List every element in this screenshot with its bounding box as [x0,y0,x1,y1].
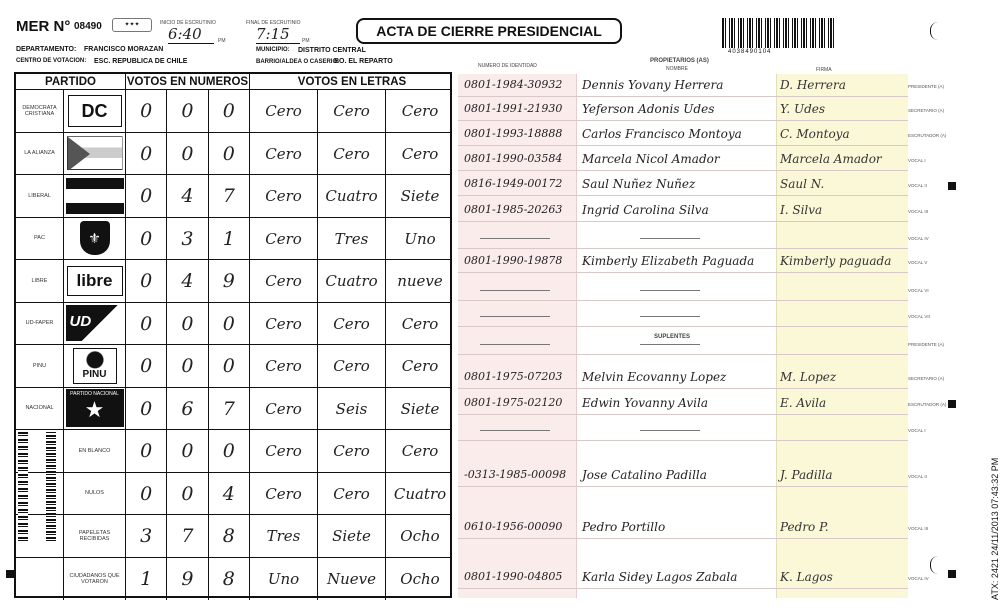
table-row [16,175,450,218]
member-row [458,326,908,327]
member-role: VOCAL II [908,183,927,188]
member-name: Dennis Yovany Herrera [582,78,724,92]
member-name: Melvin Ecovanny Lopez [582,370,727,384]
vote-digit: 4 [167,260,208,302]
member-name: Yeferson Adonis Udes [582,102,715,116]
vote-digit: 0 [126,260,167,302]
member-role: SECRETARIO (A) [908,376,945,381]
party-label: LA ALIANZA [16,133,64,175]
vote-word: Cero [401,442,439,460]
table-row [16,303,450,346]
member-role: ESCRUTADOR (A) [908,133,947,138]
vote-digit: 9 [167,558,208,601]
vote-word: Cero [318,303,386,345]
party-logo [64,303,126,345]
table-row [16,345,450,388]
vote-digit: 0 [126,218,167,260]
registration-mark [6,570,14,578]
vote-digit: 0 [167,473,208,515]
vote-digit: 0 [126,175,167,217]
tse-logo: ✦✦✦ [112,18,152,32]
registration-mark [948,400,956,408]
vote-word: Tres [250,515,318,557]
col-nombre-header: NOMBRE [666,66,688,72]
registration-mark [948,182,956,190]
member-id: 0801-1985-20263 [464,203,563,216]
member-id: -0313-1985-00098 [464,468,567,481]
member-id: 0801-1990-03584 [464,152,563,165]
vote-word: Nueve [318,558,386,601]
member-row [458,538,908,539]
vote-digit: 0 [126,430,167,472]
vote-word: Seis [318,388,386,430]
vote-digit: 0 [126,303,167,345]
vote-digit: 8 [209,515,250,557]
member-id: 0801-1990-04805 [464,570,563,583]
member-name: Carlos Francisco Montoya [582,127,742,141]
vote-word: Cero [318,90,386,132]
table-row [16,133,450,176]
vote-word: Cero [250,473,318,515]
alianza-flag-icon [67,136,123,170]
vote-word: Cero [250,218,318,260]
barrio-label: BARRIO/ALDEA O CASERIO: [256,59,340,65]
final-pm: PM [302,38,310,44]
vote-word: Cero [318,473,386,515]
member-name: Kimberly Elizabeth Paguada [582,254,755,268]
party-logo [64,90,126,132]
table-row [16,473,450,516]
member-role: ESCRUTADOR (A) [908,402,947,407]
municipio-value: DISTRITO CENTRAL [298,47,366,54]
blank-dash [640,238,700,239]
vote-word: Cero [401,357,439,375]
table-header-row [16,74,450,90]
liberal-flag-icon [66,178,124,214]
vote-digit: 8 [209,558,250,601]
vote-word: Cero [318,133,386,175]
dc-logo: DC [68,95,122,127]
party-label: NACIONAL [16,388,64,430]
member-row [458,414,908,415]
ud-logo: UD [66,305,124,341]
member-row [458,440,908,441]
party-label: UD-FAPER [16,303,64,345]
blank-dash [480,316,550,317]
vote-digit: 0 [167,430,208,472]
vote-digit: 0 [126,133,167,175]
vote-digit: 0 [126,90,167,132]
party-label: PINU [16,345,64,387]
member-row [458,272,908,273]
registration-mark [948,570,956,578]
member-role: PRESIDENTE (A) [908,342,945,347]
barcode [722,18,834,48]
corner-bracket [930,556,938,574]
vote-digit: 0 [126,388,167,430]
nacional-logo-text: PARTIDO NACIONAL [70,391,119,398]
centro-value: ESC. REPUBLICA DE CHILE [94,58,188,65]
table-row [16,515,450,558]
vote-digit: 0 [209,133,250,175]
vote-word: Cero [250,260,318,302]
vote-word: Siete [400,399,440,418]
vote-digit: 0 [167,303,208,345]
vote-digit: 0 [126,345,167,387]
vote-word: Cero [318,345,386,387]
vote-digit: 0 [209,303,250,345]
member-role: VOCAL V [908,260,928,265]
member-signature: M. Lopez [780,370,837,384]
vote-digit: 7 [209,175,250,217]
member-role: VOCAL I [908,158,926,163]
header-numeros: VOTOS EN NUMEROS [126,76,249,88]
party-logo [64,260,126,302]
row-label: PAPELETAS RECIBIDAS [64,515,126,557]
vote-word: Cero [250,430,318,472]
libre-logo: libre [67,266,123,296]
table-row [16,218,450,261]
vote-word: Cero [250,303,318,345]
vote-word: Cero [250,388,318,430]
party-logo [64,133,126,175]
vote-word: Cero [250,133,318,175]
vote-digit: 4 [209,473,250,515]
member-role: VOCAL IV [908,576,929,581]
member-name: Karla Sidey Lagos Zabala [582,570,738,584]
vote-digit: 3 [126,515,167,557]
blank-dash [640,430,700,431]
vote-digit: 9 [209,260,250,302]
member-signature: Kimberly paguada [780,254,892,268]
barcode-number: 4038490104 [728,49,772,55]
vote-word: Cero [401,144,439,163]
member-id: 0610-1956-00090 [464,520,563,533]
vote-digit: 7 [209,388,250,430]
member-id: 0801-1975-07203 [464,370,563,383]
departamento-value: FRANCISCO MORAZAN [84,46,164,53]
member-signature: Marcela Amador [780,152,882,166]
vote-digit: 0 [209,90,250,132]
member-name: Marcela Nicol Amador [582,152,720,166]
member-signature: Pedro P. [780,520,829,534]
member-name: Ingrid Carolina Silva [582,203,709,217]
member-row [458,120,908,121]
party-label: DEMOCRATA CRISTIANA [16,90,64,132]
inicio-label: INICIO DE ESCRUTINIO [160,20,216,26]
pinu-logo: PINU [73,348,117,384]
member-role: PRESIDENTE (A) [908,84,945,89]
member-signature: D. Herrera [780,78,846,92]
vote-digit: 0 [209,345,250,387]
row-label: CIUDADANOS QUE VOTARON [64,558,126,601]
member-row [458,170,908,171]
flag-triangle [68,137,90,171]
party-label: LIBRE [16,260,64,302]
member-id: 0801-1993-18888 [464,127,563,140]
member-row [458,145,908,146]
col-identidad-header: NUMERO DE IDENTIDAD [478,63,537,69]
member-row [458,195,908,196]
side-stamp: ATX: 2421 24/11/2013 07:43:32 PM [990,457,1000,600]
vote-word: Cuatro [393,484,447,503]
mer-label: MER N° [16,18,71,35]
vote-digit: 3 [167,218,208,260]
party-logo [64,175,126,217]
mer-number: 08490 [74,21,102,32]
member-name: Edwin Yovanny Avila [582,396,708,410]
blank-dash [640,290,700,291]
member-role: SECRETARIO (A) [908,108,945,113]
vote-digit: 0 [167,345,208,387]
side-barcode [18,432,28,542]
member-signature: E. Avila [780,396,827,410]
final-value: 7:15 [256,25,300,44]
party-label: LIBERAL [16,175,64,217]
member-row [458,588,908,589]
member-name: Jose Catalino Padilla [582,468,707,482]
vote-word: nueve [397,272,443,290]
vote-word: Uno [404,229,436,248]
vote-word: Cero [250,90,318,132]
member-signature: Y. Udes [780,102,826,116]
table-row [16,260,450,303]
municipio-label: MUNICIPIO: [256,47,290,53]
member-signature: C. Montoya [780,127,850,141]
right-divider-2 [776,74,777,598]
star-icon: ★ [84,397,105,423]
inicio-value: 6:40 [168,25,214,44]
blank-dash [640,344,700,345]
header-partido: PARTIDO [16,74,126,89]
blank-dash [480,430,550,431]
member-row [458,354,908,355]
vote-digit: 0 [126,473,167,515]
vote-digit: 7 [167,515,208,557]
vote-word: Cero [401,314,439,333]
vote-digit: 0 [167,133,208,175]
member-row [458,221,908,222]
vote-word: Siete [400,187,440,205]
member-name: Saul Nuñez Nuñez [582,177,696,191]
table-row [16,430,450,473]
member-role: VOCAL IV [908,236,929,241]
vote-digit: 1 [126,558,167,601]
member-role: VOCAL II [908,474,927,479]
member-id: 0801-1975-02120 [464,396,563,409]
member-id: 0801-1990-19878 [464,254,563,267]
inicio-pm: PM [218,38,226,44]
party-logo [64,345,126,387]
member-role: VOCAL VI [908,288,929,293]
row-label: NULOS [64,473,126,515]
barrio-value: BO. EL REPARTO [334,58,393,65]
party-logo [64,388,126,430]
member-row [458,300,908,301]
vote-digit: 6 [167,388,208,430]
member-role: VOCAL III [908,526,929,531]
blank-dash [480,238,550,239]
member-signature: J. Padilla [780,468,833,482]
member-row [458,248,908,249]
member-role: VOCAL I [908,428,926,433]
vote-digit: 4 [167,175,208,217]
vote-word: Siete [318,515,386,557]
vote-word: Cuatro [318,260,386,302]
vote-word: Cero [318,430,386,472]
centro-label: CENTRO DE VOTACION: [16,58,87,64]
row-label: EN BLANCO [64,430,126,472]
right-divider [576,74,577,598]
member-name: Pedro Portillo [582,520,666,534]
blank-dash [480,290,550,291]
blank-dash [640,316,700,317]
member-signature: I. Silva [780,203,823,217]
col-propietarios-header: PROPIETARIOS (AS) [650,58,709,64]
suplentes-header: SUPLENTES [654,334,691,340]
vote-word: Ocho [400,569,440,588]
pac-shield-icon: ⚜ [80,221,110,255]
vote-digit: 0 [209,430,250,472]
table-row [16,558,450,601]
page-title: ACTA DE CIERRE PRESIDENCIAL [356,18,622,44]
side-barcode-2 [46,432,56,542]
member-signature: Saul N. [780,177,825,191]
vote-digit: 1 [209,218,250,260]
vote-word: Cero [401,102,439,120]
header-letras: VOTOS EN LETRAS [297,76,407,88]
member-row [458,486,908,487]
vote-word: Cuatro [318,175,386,217]
departamento-label: DEPARTAMENTO: [16,46,77,53]
vote-word: Tres [318,218,386,260]
member-row [458,388,908,389]
member-signature: K. Lagos [780,570,833,584]
member-role: VOCAL VII [908,314,930,319]
table-row [16,388,450,431]
vote-word: Ocho [400,527,440,545]
votes-table [14,72,452,598]
member-id: 0816-1949-00172 [464,177,563,190]
member-id: 0801-1991-21930 [464,102,563,115]
blank-cell [16,558,64,601]
member-row [458,96,908,97]
member-id: 0801-1984-30932 [464,78,563,91]
vote-digit: 0 [167,90,208,132]
nacional-logo [66,389,124,427]
member-role: VOCAL III [908,209,929,214]
party-logo [64,218,126,260]
blank-dash [480,344,550,345]
vote-word: Cero [250,345,318,387]
col-firma-header: FIRMA [816,67,832,73]
party-label: PAC [16,218,64,260]
corner-bracket [930,22,938,40]
vote-word: Uno [250,558,318,601]
vote-word: Cero [250,175,318,217]
table-row [16,90,450,133]
final-label: FINAL DE ESCRUTINIO [246,20,301,26]
